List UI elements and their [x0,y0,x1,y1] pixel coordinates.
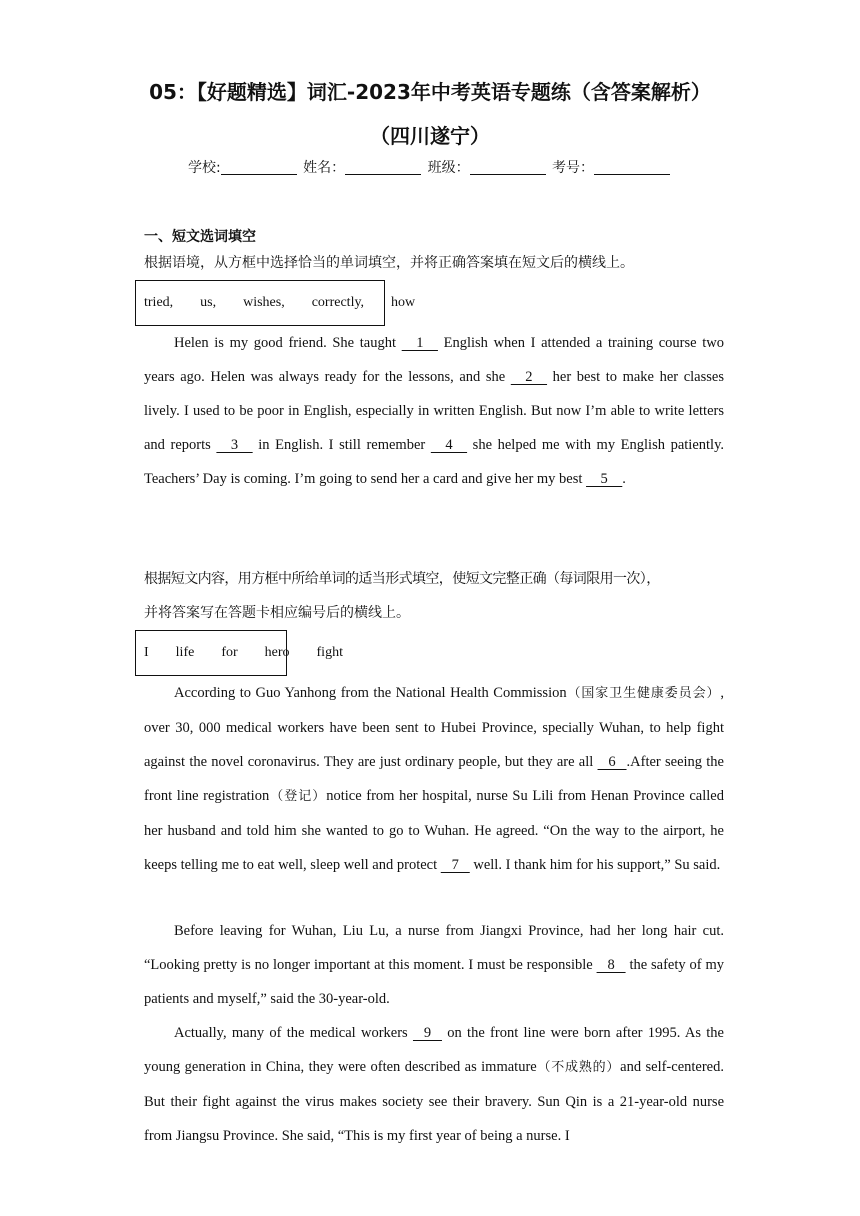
section-heading: 一、短文选词填空 [144,229,256,245]
blank-5[interactable]: 5 [586,471,623,487]
section2-instruction-line1: 根据短文内容，用方框中所给单词的适当形式填空，使短文完整正确（每词限用一次）， [144,571,660,587]
section2-instruction [144,562,724,630]
word-box-1-text: tried, us, wishes, correctly, how [144,295,416,310]
word-box-2 [135,630,343,676]
passage-text: .After seeing the front line registration [144,754,724,804]
passage-1 [144,326,724,496]
blank-9[interactable]: 9 [412,1025,442,1041]
blank-4[interactable]: 4 [430,437,468,453]
passage-text: Helen is my good friend. She taught [174,335,402,351]
blank-8[interactable]: 8 [596,957,626,973]
school-label: 学校: [187,160,221,176]
passage-text: the safety of my patients and myself,” said the 30-year-old. [144,957,724,1007]
passage-text: notice from her hospital, nurse Su Lili from Henan Province called her husband and told him she wanted to go to Wuhan. He agreed. “On the way to the airport, he keeps telling me to eat well, sleep well and protect [144,788,724,873]
number-label: 考号： [552,160,595,176]
passage-text: Actually, many of the medical workers [174,1025,413,1041]
passage-2-paragraph-2 [144,914,724,1016]
section2-instruction-line2: 并将答案写在答题卡相应编号后的横线上。 [144,605,410,621]
passage-text: English when I attended a training course two years ago. Helen was always ready for the lessons, and she [144,335,724,385]
school-field[interactable] [221,160,297,175]
passage-text: on the front line were born after 1995. As the young generation in China, they were often described as immature [144,1025,724,1075]
word-box-1 [135,280,416,326]
passage-text: well. I thank him for his support,” Su said. [469,857,721,873]
blank-6[interactable]: 6 [597,754,627,770]
class-label: 班级： [427,160,470,176]
word-box-2-text: I life for hero fight [144,645,343,660]
passage-text: and self-centered. But their fight against the virus makes society see their bravery. Sun Qin is a 21-year-old nurse from Jiangsu Province. She said, “This is my first year of being a nurse. I [144,1059,724,1144]
page-title: 05：【好题精选】词汇-2023年中考英语专题练（含答案解析） [149,80,711,104]
student-info-line [0,157,860,177]
passage-2-paragraph-1 [144,676,724,882]
passage-text: , over 30, 000 medical workers have been sent to Hubei Province, specially Wuhan, to help fight against the novel coronavirus. They are just ordinary people, but they are all [144,685,724,770]
blank-3[interactable]: 3 [216,437,253,453]
passage-text-cn: （不成熟的） [536,1060,621,1075]
passage-2-paragraph-3 [144,1016,724,1153]
number-field[interactable] [594,160,670,175]
blank-2[interactable]: 2 [510,369,548,385]
section1-instruction: 根据语境，从方框中选择恰当的单词填空，并将正确答案填在短文后的横线上。 [144,255,634,271]
passage-text: According to Guo Yanhong from the National Health Commission [174,685,567,701]
passage-text-cn: （国家卫生健康委员会） [566,686,721,701]
class-field[interactable] [470,160,546,175]
passage-text: her best to make her classes lively. I used to be poor in English, especially in written English. But now I’m able to write letters and reports [144,369,724,453]
passage-text-cn: （登记） [269,789,327,804]
passage-text: she helped me with my English patiently. Teachers’ Day is coming. I’m going to send her a card and give her my best [144,437,724,487]
name-field[interactable] [345,160,421,175]
passage-text: . [622,471,626,487]
blank-7[interactable]: 7 [440,857,470,873]
page-subtitle: （四川遂宁） [370,124,490,148]
passage-text: in English. I still remember [252,437,431,453]
name-label: 姓名： [303,160,346,176]
passage-text: Before leaving for Wuhan, Liu Lu, a nurse from Jiangxi Province, had her long hair cut. “Looking pretty is no longer important at this moment. I must be responsible [144,923,724,973]
blank-1[interactable]: 1 [401,335,438,351]
